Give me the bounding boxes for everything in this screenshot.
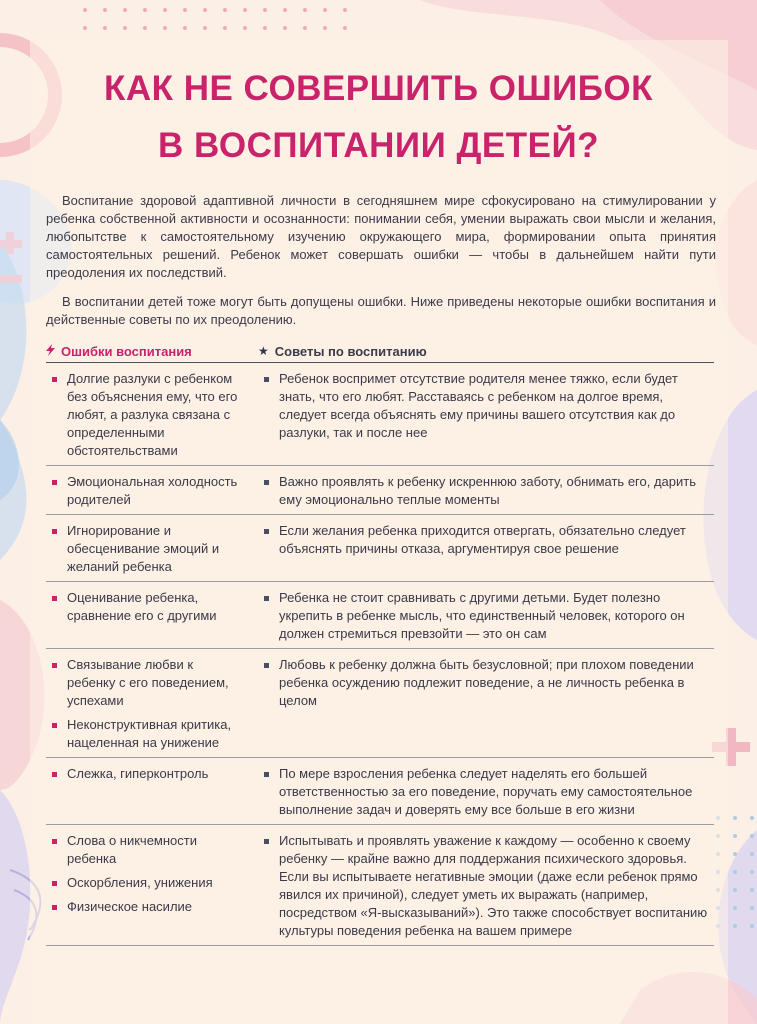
- star-icon: ★: [258, 344, 269, 358]
- bullet-icon: [52, 529, 57, 534]
- bullet-icon: [264, 377, 269, 382]
- advice-cell: [258, 370, 714, 460]
- intro-paragraph: В воспитании детей тоже могут быть допущены ошибки. Ниже приведены некоторые ошибки воспитания и действенные советы по их преодолению.: [46, 294, 716, 327]
- mistakes-cell: [46, 832, 258, 940]
- mistake-item: [46, 589, 258, 625]
- table-body: [46, 363, 714, 946]
- mistakes-header-label: Ошибки воспитания: [61, 343, 192, 359]
- mistake-item-text: Неконструктивная критика, нацеленная на унижение: [67, 717, 232, 750]
- advice-item-text: Ребенок воспримет отсутствие родителя менее тяжко, если будет знать, что его любят. Расставаясь с ребенком на долгое время, следует всегда объяснять ему причины вашего отсутствия как до разлуки, так и после нее: [279, 371, 678, 440]
- table-row: [46, 466, 714, 515]
- table-row: [46, 582, 714, 649]
- mistake-item-text: Оскорбления, унижения: [67, 875, 213, 890]
- advice-item-text: Если желания ребенка приходится отвергать, обязательно следует объяснять причины отказа, аргументируя свое решение: [279, 523, 686, 556]
- mistake-item: [46, 716, 258, 752]
- advice-item-text: Важно проявлять к ребенку искреннюю заботу, обнимать его, дарить ему эмоционально теплые моменты: [279, 474, 696, 507]
- intro-paragraph: Воспитание здоровой адаптивной личности в сегодняшнем мире сфокусировано на стимулировании у ребенка собственной активности и осознанности: понимании себя, умении выражать свои мысли и желания, любопытстве к самостоятельному изучению окружающего мира, формировании опыта принятия самостоятельных решений. Ребенок может совершать ошибки — чтобы в дальнейшем найти пути преодоления их последствий.: [46, 193, 716, 280]
- advice-cell: [258, 765, 714, 819]
- bullet-icon: [264, 529, 269, 534]
- table-row: [46, 515, 714, 582]
- bullet-icon: [52, 905, 57, 910]
- bullet-icon: [52, 723, 57, 728]
- mistake-item-text: Игнорирование и обесценивание эмоций и желаний ребенка: [67, 523, 220, 574]
- advice-item-text: Ребенка не стоит сравнивать с другими детьми. Будет полезно укрепить в ребенке мысль, что единственный человек, которого он должен стремиться превзойти — это он сам: [279, 590, 685, 641]
- bullet-icon: [52, 772, 57, 777]
- advice-item-text: Любовь к ребенку должна быть безусловной; при плохом поведении ребенка осуждению подлежит поведение, а не личность ребенка в целом: [279, 657, 694, 708]
- bullet-icon: [264, 839, 269, 844]
- table-header: [46, 340, 714, 363]
- mistake-item: [46, 370, 258, 460]
- table-row: [46, 825, 714, 946]
- advice-item: [258, 589, 714, 643]
- bullet-icon: [52, 839, 57, 844]
- mistake-item: [46, 473, 258, 509]
- bullet-icon: [264, 480, 269, 485]
- title-line-2: В ВОСПИТАНИИ ДЕТЕЙ?: [157, 126, 600, 165]
- advice-item: [258, 832, 714, 940]
- bullet-icon: [52, 596, 57, 601]
- mistakes-cell: [46, 370, 258, 460]
- mistakes-column-header: [46, 344, 258, 359]
- bullet-icon: [264, 663, 269, 668]
- bullet-icon: [52, 480, 57, 485]
- page-title: [40, 60, 717, 174]
- mistake-item: [46, 765, 258, 783]
- advice-item: [258, 522, 714, 558]
- bullet-icon: [52, 663, 57, 668]
- mistakes-cell: [46, 522, 258, 576]
- mistake-item: [46, 656, 258, 710]
- table-row: [46, 649, 714, 758]
- table-row: [46, 363, 714, 466]
- mistake-item-text: Слежка, гиперконтроль: [67, 766, 209, 781]
- mistakes-cell: [46, 473, 258, 509]
- bullet-icon: [52, 881, 57, 886]
- table-row: [46, 758, 714, 825]
- mistakes-cell: [46, 589, 258, 643]
- advice-cell: [258, 656, 714, 752]
- mistake-item-text: Слова о никчемности ребенка: [67, 833, 197, 866]
- mistakes-cell: [46, 765, 258, 819]
- mistake-item-text: Долгие разлуки с ребенком без объяснения ему, что его любят, а разлука связана с определенными обстоятельствами: [67, 371, 238, 458]
- bullet-icon: [264, 596, 269, 601]
- mistake-item-text: Оценивание ребенка, сравнение его с другими: [67, 590, 217, 623]
- intro-text: [46, 192, 716, 340]
- mistake-item-text: Эмоциональная холодность родителей: [67, 474, 238, 507]
- advice-item-text: По мере взросления ребенка следует наделять его большей ответственностью за его поведение, поручать ему самостоятельное выполнение задач и доверять ему все больше в его жизни: [279, 766, 693, 817]
- advice-header-label: Советы по воспитанию: [274, 343, 427, 359]
- advice-cell: [258, 589, 714, 643]
- mistake-item: [46, 832, 258, 868]
- advice-item: [258, 656, 714, 710]
- advice-item: [258, 370, 714, 442]
- mistake-item-text: Физическое насилие: [67, 899, 193, 914]
- lightning-icon: [46, 344, 55, 359]
- bullet-icon: [52, 377, 57, 382]
- advice-table: [46, 340, 714, 946]
- advice-item: [258, 473, 714, 509]
- mistake-item: [46, 874, 258, 892]
- mistake-item-text: Связывание любви к ребенку с его поведением, успехами: [67, 657, 229, 708]
- advice-cell: [258, 522, 714, 576]
- bullet-icon: [264, 772, 269, 777]
- advice-cell: [258, 473, 714, 509]
- advice-item-text: Испытывать и проявлять уважение к каждому — особенно к своему ребенку — крайне важно для поддержания психического здоровья. Если вы испытываете негативные эмоции (даже если ребенок прямо явился их причиной), следует уметь их выражать (например, посредством «Я-высказываний»). Это также способствует воспитанию культуры поведения ребенка на вашем примере: [279, 833, 708, 938]
- mistakes-cell: [46, 656, 258, 752]
- advice-column-header: [258, 344, 714, 359]
- title-line-1: КАК НЕ СОВЕРШИТЬ ОШИБОК: [103, 69, 654, 108]
- advice-item: [258, 765, 714, 819]
- mistake-item: [46, 522, 258, 576]
- mistake-item: [46, 898, 258, 916]
- advice-cell: [258, 832, 714, 940]
